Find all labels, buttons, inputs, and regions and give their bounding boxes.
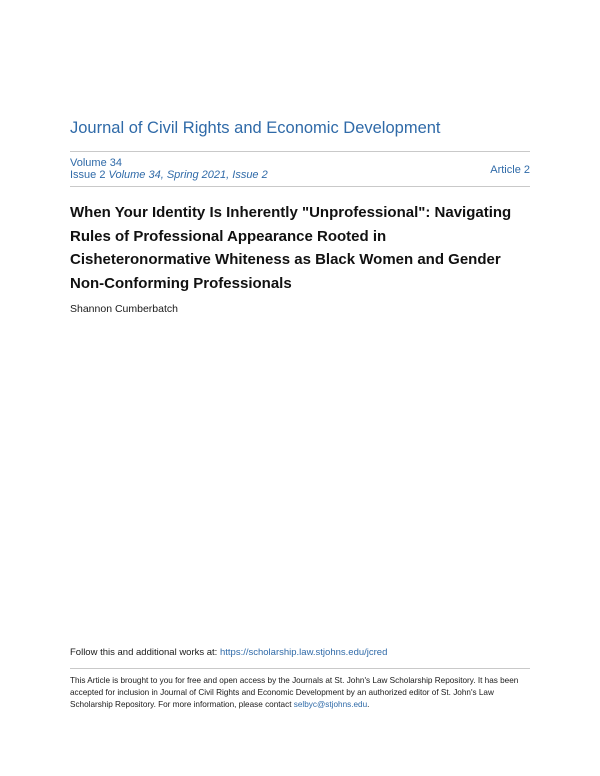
follow-line (70, 647, 387, 658)
notice-end: . (367, 700, 370, 710)
divider-middle (70, 186, 530, 187)
author-name: Shannon Cumberbatch (70, 303, 178, 315)
contact-email-link[interactable]: selbyc@stjohns.edu (293, 700, 368, 710)
issue-detail: Volume 34, Spring 2021, Issue 2 (108, 169, 268, 181)
article-number: Article 2 (490, 164, 530, 176)
journal-title-link[interactable]: Journal of Civil Rights and Economic Development (70, 119, 441, 137)
issue-link[interactable]: Issue 2 (70, 169, 106, 181)
article-title: When Your Identity Is Inherently "Unprofessional": Navigating Rules of Professional Appearance Rooted in Cisheteronormative Whiteness as Black Women and Gender Non-Conforming Professionals (70, 204, 512, 292)
notice-text: This Article is brought to you for free and open access by the Journals at St. John's Law Scholarship Repository. It has been accepted for inclusion in Journal of Civil Rights and Economic Development by an authorized editor of St. John's Law Scholarship Repository. For more information, please contact (70, 676, 519, 710)
follow-text: Follow this and additional works at: (70, 647, 220, 658)
issue-line (70, 169, 268, 181)
divider-top (70, 151, 530, 152)
access-notice (70, 675, 532, 712)
repository-link[interactable]: https://scholarship.law.stjohns.edu/jcred (219, 647, 388, 658)
divider-bottom (70, 668, 530, 669)
volume-link[interactable]: Volume 34 (70, 157, 122, 169)
